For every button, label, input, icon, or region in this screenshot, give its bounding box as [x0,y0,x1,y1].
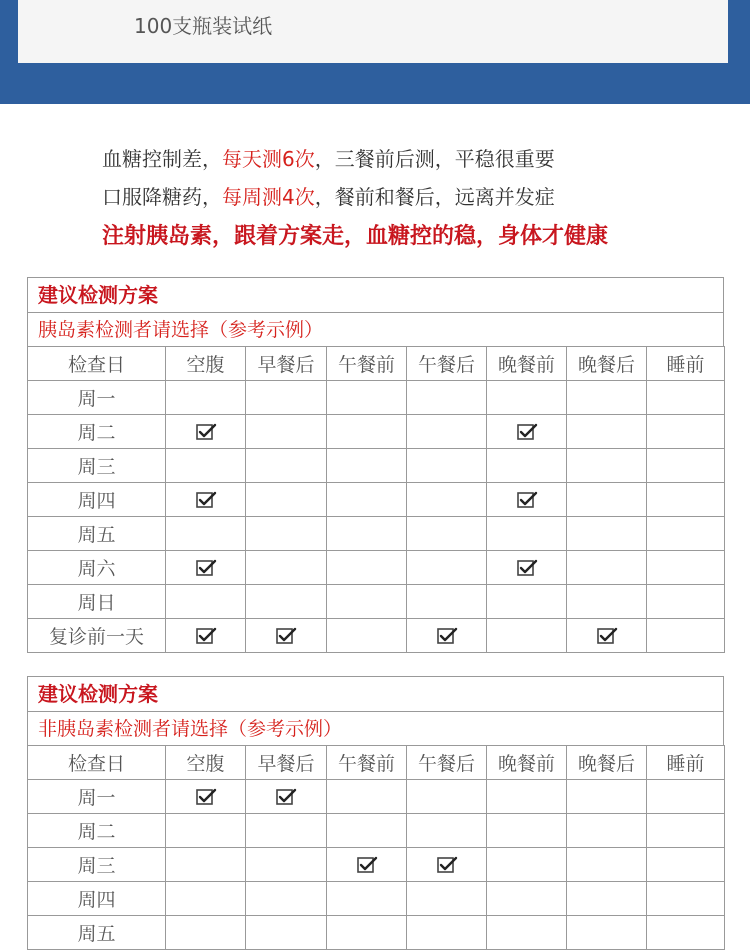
check-cell [327,449,407,483]
check-cell [647,780,725,814]
check-cell [246,449,327,483]
check-cell [246,814,327,848]
day-cell: 周日 [28,585,166,619]
table-row [28,483,725,517]
column-header: 检查日 [28,347,166,381]
check-cell [327,551,407,585]
check-cell [166,585,246,619]
banner-text: 100支瓶装试纸 [134,14,273,38]
check-cell [567,814,647,848]
checkbox-checked-icon [195,557,217,579]
check-cell [407,381,487,415]
table-row [28,848,725,882]
check-cell [246,780,327,814]
checkbox-checked-icon [356,854,378,876]
check-cell [166,415,246,449]
check-cell [407,449,487,483]
check-cell [567,585,647,619]
column-header: 晚餐前 [487,746,567,780]
check-cell [487,449,567,483]
check-cell [166,483,246,517]
check-cell [487,882,567,916]
checkbox-checked-icon [195,421,217,443]
day-cell: 周四 [28,882,166,916]
table-row [28,381,725,415]
table-header-row [28,746,725,780]
table-row [28,780,725,814]
check-cell [407,483,487,517]
intro-text [102,140,742,258]
checkbox-checked-icon [195,786,217,808]
check-cell [487,585,567,619]
check-cell [647,848,725,882]
check-cell [407,517,487,551]
day-cell: 周五 [28,916,166,950]
check-cell [567,848,647,882]
check-cell [487,619,567,653]
column-header: 午餐前 [327,746,407,780]
check-cell [567,916,647,950]
checkbox-checked-icon [195,625,217,647]
check-cell [407,882,487,916]
check-cell [567,619,647,653]
column-header: 空腹 [166,347,246,381]
intro-line-2 [102,178,742,216]
column-header: 午餐后 [407,746,487,780]
column-header: 空腹 [166,746,246,780]
check-cell [647,814,725,848]
check-cell [246,381,327,415]
check-cell [327,848,407,882]
check-cell [647,619,725,653]
check-cell [327,517,407,551]
check-cell [487,916,567,950]
checkbox-checked-icon [516,489,538,511]
intro-line-2-a: 口服降糖药， [102,185,222,209]
intro-line-1 [102,140,742,178]
intro-line-3: 注射胰岛素，跟着方案走，血糖控的稳，身体才健康 [102,224,609,249]
intro-line-1-highlight: 每天测6次 [222,147,315,171]
check-cell [246,483,327,517]
check-cell [407,814,487,848]
day-cell: 周三 [28,848,166,882]
check-cell [166,780,246,814]
check-cell [166,814,246,848]
table-row [28,619,725,653]
check-cell [327,483,407,517]
check-cell [166,551,246,585]
table-subtitle: 胰岛素检测者请选择（参考示例） [27,312,724,346]
intro-line-1-c: ，三餐前后测，平稳很重要 [314,147,555,171]
check-cell [327,882,407,916]
day-cell: 周一 [28,381,166,415]
check-cell [327,814,407,848]
check-cell [647,381,725,415]
day-cell: 周二 [28,415,166,449]
column-header: 睡前 [647,347,725,381]
check-cell [487,814,567,848]
check-cell [166,517,246,551]
table-row [28,814,725,848]
column-header: 晚餐后 [567,347,647,381]
check-cell [327,381,407,415]
check-cell [327,780,407,814]
column-header: 晚餐前 [487,347,567,381]
check-cell [487,483,567,517]
day-cell: 周二 [28,814,166,848]
check-cell [407,585,487,619]
check-cell [647,483,725,517]
checkbox-checked-icon [436,625,458,647]
check-cell [647,585,725,619]
table-row [28,916,725,950]
check-cell [407,916,487,950]
check-cell [407,619,487,653]
check-cell [567,381,647,415]
table-row [28,585,725,619]
day-cell: 周四 [28,483,166,517]
insulin-plan-table [27,346,725,653]
table-row [28,449,725,483]
check-cell [647,916,725,950]
table-row [28,882,725,916]
checkbox-checked-icon [596,625,618,647]
day-cell: 周一 [28,780,166,814]
table-title: 建议检测方案 [27,676,724,711]
check-cell [647,415,725,449]
table-header-row [28,347,725,381]
check-cell [567,483,647,517]
check-cell [487,517,567,551]
checkbox-checked-icon [195,489,217,511]
column-header: 午餐前 [327,347,407,381]
column-header: 晚餐后 [567,746,647,780]
intro-line-2-c: ，餐前和餐后，远离并发症 [314,185,555,209]
checkbox-checked-icon [436,854,458,876]
check-cell [246,415,327,449]
check-cell [166,916,246,950]
check-cell [327,585,407,619]
check-cell [407,848,487,882]
check-cell [407,415,487,449]
check-cell [246,585,327,619]
table-title: 建议检测方案 [27,277,724,312]
checkbox-checked-icon [516,421,538,443]
check-cell [407,551,487,585]
table-subtitle: 非胰岛素检测者请选择（参考示例） [27,711,724,745]
insulin-plan-table-block [27,277,724,653]
column-header: 早餐后 [246,746,327,780]
check-cell [166,619,246,653]
check-cell [487,551,567,585]
check-cell [246,882,327,916]
day-cell: 周五 [28,517,166,551]
intro-line-2-highlight: 每周测4次 [222,185,315,209]
check-cell [246,619,327,653]
table-row [28,551,725,585]
check-cell [407,780,487,814]
non-insulin-plan-table-block [27,676,724,950]
check-cell [487,381,567,415]
check-cell [327,916,407,950]
column-header: 睡前 [647,746,725,780]
check-cell [647,449,725,483]
checkbox-checked-icon [275,786,297,808]
check-cell [246,848,327,882]
checkbox-checked-icon [516,557,538,579]
table-row [28,517,725,551]
check-cell [246,517,327,551]
check-cell [487,415,567,449]
banner-card [18,0,728,63]
column-header: 午餐后 [407,347,487,381]
check-cell [567,780,647,814]
check-cell [647,517,725,551]
check-cell [166,882,246,916]
check-cell [327,619,407,653]
check-cell [567,449,647,483]
check-cell [166,381,246,415]
column-header: 检查日 [28,746,166,780]
day-cell: 周六 [28,551,166,585]
day-cell: 复诊前一天 [28,619,166,653]
check-cell [567,517,647,551]
check-cell [166,449,246,483]
check-cell [246,916,327,950]
check-cell [567,551,647,585]
check-cell [166,848,246,882]
day-cell: 周三 [28,449,166,483]
check-cell [647,882,725,916]
check-cell [487,780,567,814]
checkbox-checked-icon [275,625,297,647]
check-cell [246,551,327,585]
non-insulin-plan-table [27,745,725,950]
check-cell [487,848,567,882]
table-row [28,415,725,449]
check-cell [327,415,407,449]
intro-line-1-a: 血糖控制差， [102,147,222,171]
check-cell [647,551,725,585]
column-header: 早餐后 [246,347,327,381]
check-cell [567,882,647,916]
header-banner [0,0,750,104]
check-cell [567,415,647,449]
